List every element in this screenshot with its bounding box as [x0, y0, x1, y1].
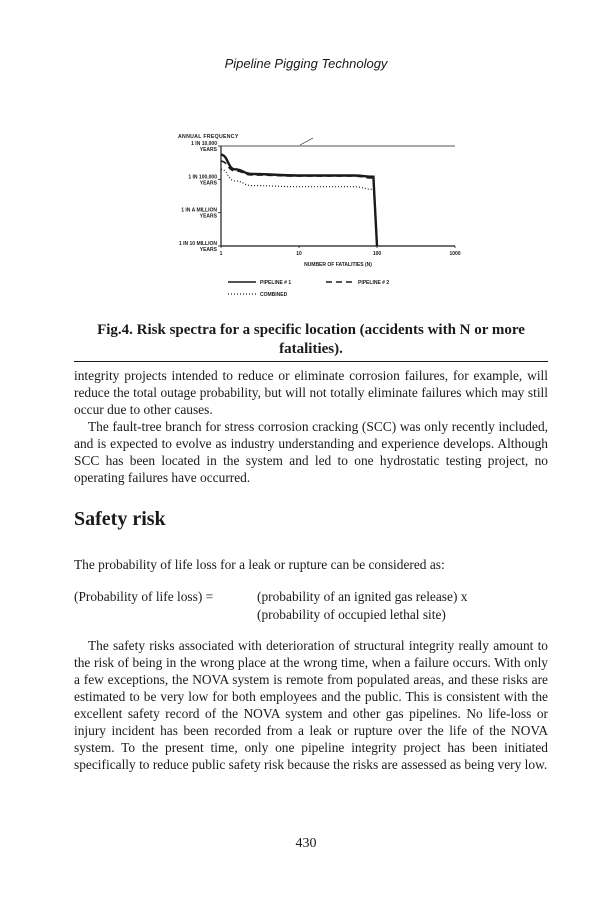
y-axis-title: ANNUAL FREQUENCY: [178, 134, 239, 140]
legend-label: COMBINED: [260, 292, 288, 298]
chart-legend: [228, 280, 389, 298]
series-line-pipeline-1: [221, 155, 377, 246]
paragraph-corrosion: integrity projects intended to reduce or eliminate corrosion failures, for example, will reduce the total outage probability, but will not totally eliminate failures which may still occur due to other causes.: [74, 368, 548, 417]
x-axis-title: NUMBER OF FATALITIES (N): [304, 262, 372, 268]
y-tick-label: 1 IN 10 MILLION: [178, 241, 217, 247]
annotation-stroke: [300, 138, 313, 145]
paragraph-safety-risks: The safety risks associated with deterioration of structural integrity really amount to the risk of being in the wrong place at the wrong time, when a failure occurs. With only a few exceptions, the NOVA system is remote from populated areas, and these risks are estimated to be very low for both employees and the public. This is consistent with the excellent safety record of the NOVA system and other gas pipelines. No life-loss or injury incident has been recorded from a leak or rupture over the life of the NOVA system. To the present time, only one pipeline integrity project has been initiated specifically to reduce public safety risk because the risks are assessed as being very low.: [74, 638, 548, 772]
y-tick-label-years: YEARS: [199, 247, 217, 253]
running-head: Pipeline Pigging Technology: [224, 56, 388, 71]
x-tick-label: 1000: [449, 251, 461, 257]
chart-series: [221, 155, 377, 246]
equation-lhs: (Probability of life loss) =: [74, 589, 214, 604]
y-tick-label: 1 IN A MILLION: [181, 207, 217, 214]
paragraph-scc: The fault-tree branch for stress corrosion cracking (SCC) was only recently included, and is expected to evolve as industry understanding and experience develops. Although SCC has been located in the system and led to one hydrostatic testing project, no operating failures have occurred.: [74, 419, 548, 485]
caption-rule: [74, 361, 548, 362]
equation-rhs-line-1: (probability of an ignited gas release) x: [257, 589, 468, 604]
legend-label: PIPELINE # 1: [260, 280, 292, 286]
risk-spectra-chart: [0, 120, 612, 310]
series-line-combined: [221, 169, 377, 246]
page-number: 430: [295, 836, 317, 851]
equation-rhs-line-2: (probability of occupied lethal site): [257, 607, 446, 622]
paragraph-life-loss-intro: The probability of life loss for a leak or rupture can be considered as:: [74, 557, 445, 572]
y-tick-label: 1 IN 100,000: [188, 174, 217, 181]
y-tick-label-years: YEARS: [199, 180, 217, 187]
y-tick-label: 1 IN 10,000: [191, 141, 217, 147]
chart-axes: [218, 138, 455, 248]
y-tick-label-years: YEARS: [199, 147, 217, 153]
x-tick-label: 100: [372, 251, 382, 257]
figure-caption: Fig.4. Risk spectra for a specific location (accidents with N or more fatalities).: [97, 322, 525, 357]
legend-label: PIPELINE # 2: [358, 280, 390, 286]
x-tick-label: 1: [219, 251, 223, 257]
x-tick-label: 10: [296, 251, 302, 257]
y-tick-label-years: YEARS: [199, 213, 217, 220]
series-line-pipeline-2: [221, 161, 377, 246]
section-title: Safety risk: [74, 508, 166, 530]
